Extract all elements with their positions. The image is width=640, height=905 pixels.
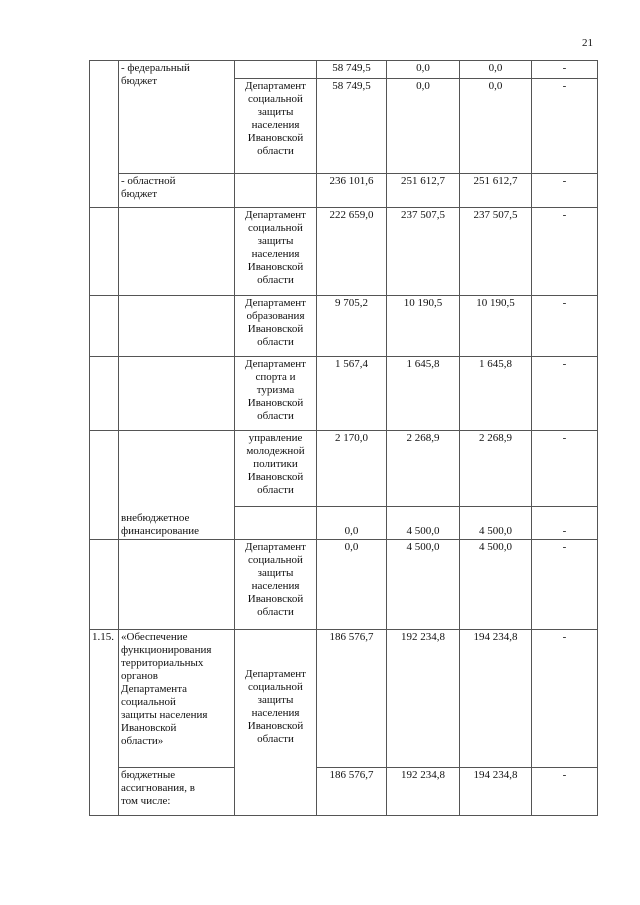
value-2021-cell: 0,0 [317, 540, 387, 630]
value-2023-cell: 4 500,0 [460, 540, 532, 630]
note-cell: - [532, 79, 598, 174]
value-2022-cell: 192 234,8 [387, 630, 460, 768]
funding-source-cell: «Обеспечение функционирования территориальных органов Департамента социальной защиты населения Ивановской области» [119, 630, 235, 768]
value-2023-cell: 0,0 [460, 61, 532, 79]
value-2022-cell: 10 190,5 [387, 296, 460, 357]
value-2021-cell: 186 576,7 [317, 768, 387, 816]
table-row [90, 431, 598, 507]
note-cell: - [532, 540, 598, 630]
table-row [90, 61, 598, 79]
value-2021-cell: 1 567,4 [317, 357, 387, 431]
row-number-cell [90, 61, 119, 208]
value-2022-cell: 2 268,9 [387, 431, 460, 507]
department-cell [235, 174, 317, 208]
note-cell: - [532, 431, 598, 507]
table-row [90, 296, 598, 357]
value-2023-cell: 194 234,8 [460, 630, 532, 768]
budget-table [89, 60, 598, 816]
value-2022-cell: 0,0 [387, 79, 460, 174]
value-2021-cell: 222 659,0 [317, 208, 387, 296]
value-2021-cell: 2 170,0 [317, 431, 387, 507]
department-cell: управление молодежной политики Ивановской области [235, 431, 317, 507]
row-number-cell [90, 296, 119, 357]
funding-source-cell: - федеральный бюджет [119, 61, 235, 174]
value-2022-cell: 1 645,8 [387, 357, 460, 431]
row-number-cell [90, 208, 119, 296]
value-2023-cell: 194 234,8 [460, 768, 532, 816]
row-number-cell [90, 540, 119, 630]
value-2022-cell: 4 500,0 [387, 507, 460, 540]
funding-source-cell [119, 540, 235, 630]
table-row [90, 768, 598, 816]
value-2023-cell: 0,0 [460, 79, 532, 174]
note-cell: - [532, 208, 598, 296]
value-2021-cell: 236 101,6 [317, 174, 387, 208]
value-2023-cell: 1 645,8 [460, 357, 532, 431]
value-2023-cell: 2 268,9 [460, 431, 532, 507]
department-cell: Департамент спорта и туризма Ивановской области [235, 357, 317, 431]
value-2022-cell: 237 507,5 [387, 208, 460, 296]
funding-source-cell [119, 357, 235, 431]
value-2021-cell: 9 705,2 [317, 296, 387, 357]
note-cell: - [532, 61, 598, 79]
note-cell: - [532, 296, 598, 357]
table-row [90, 174, 598, 208]
department-cell: Департамент социальной защиты населения Ивановской области [235, 540, 317, 630]
row-number-cell [90, 431, 119, 540]
value-2022-cell: 0,0 [387, 61, 460, 79]
funding-source-cell [119, 296, 235, 357]
note-cell: - [532, 630, 598, 768]
department-cell: Департамент социальной защиты населения Ивановской области [235, 208, 317, 296]
funding-source-cell: бюджетные ассигнования, в том числе: [119, 768, 235, 816]
department-cell [235, 61, 317, 79]
page-number: 21 [582, 37, 593, 49]
value-2021-cell: 0,0 [317, 507, 387, 540]
value-2022-cell: 192 234,8 [387, 768, 460, 816]
department-cell: Департамент социальной защиты населения Ивановской области [235, 630, 317, 816]
funding-source-cell [119, 208, 235, 296]
value-2021-cell: 186 576,7 [317, 630, 387, 768]
note-cell: - [532, 357, 598, 431]
table-row [90, 357, 598, 431]
department-cell: Департамент социальной защиты населения Ивановской области [235, 79, 317, 174]
table-row [90, 630, 598, 768]
department-cell [235, 507, 317, 540]
value-2023-cell: 237 507,5 [460, 208, 532, 296]
department-cell: Департамент образования Ивановской области [235, 296, 317, 357]
value-2023-cell: 251 612,7 [460, 174, 532, 208]
note-cell: - [532, 174, 598, 208]
note-cell: - [532, 507, 598, 540]
value-2023-cell: 10 190,5 [460, 296, 532, 357]
funding-source-cell: внебюджетное финансирование [119, 431, 235, 540]
note-cell: - [532, 768, 598, 816]
value-2021-cell: 58 749,5 [317, 61, 387, 79]
funding-source-cell: - областной бюджет [119, 174, 235, 208]
table-row [90, 208, 598, 296]
value-2022-cell: 4 500,0 [387, 540, 460, 630]
value-2022-cell: 251 612,7 [387, 174, 460, 208]
row-number-cell [90, 357, 119, 431]
table-row [90, 540, 598, 630]
value-2021-cell: 58 749,5 [317, 79, 387, 174]
value-2023-cell: 4 500,0 [460, 507, 532, 540]
row-number-cell: 1.15. [90, 630, 119, 816]
